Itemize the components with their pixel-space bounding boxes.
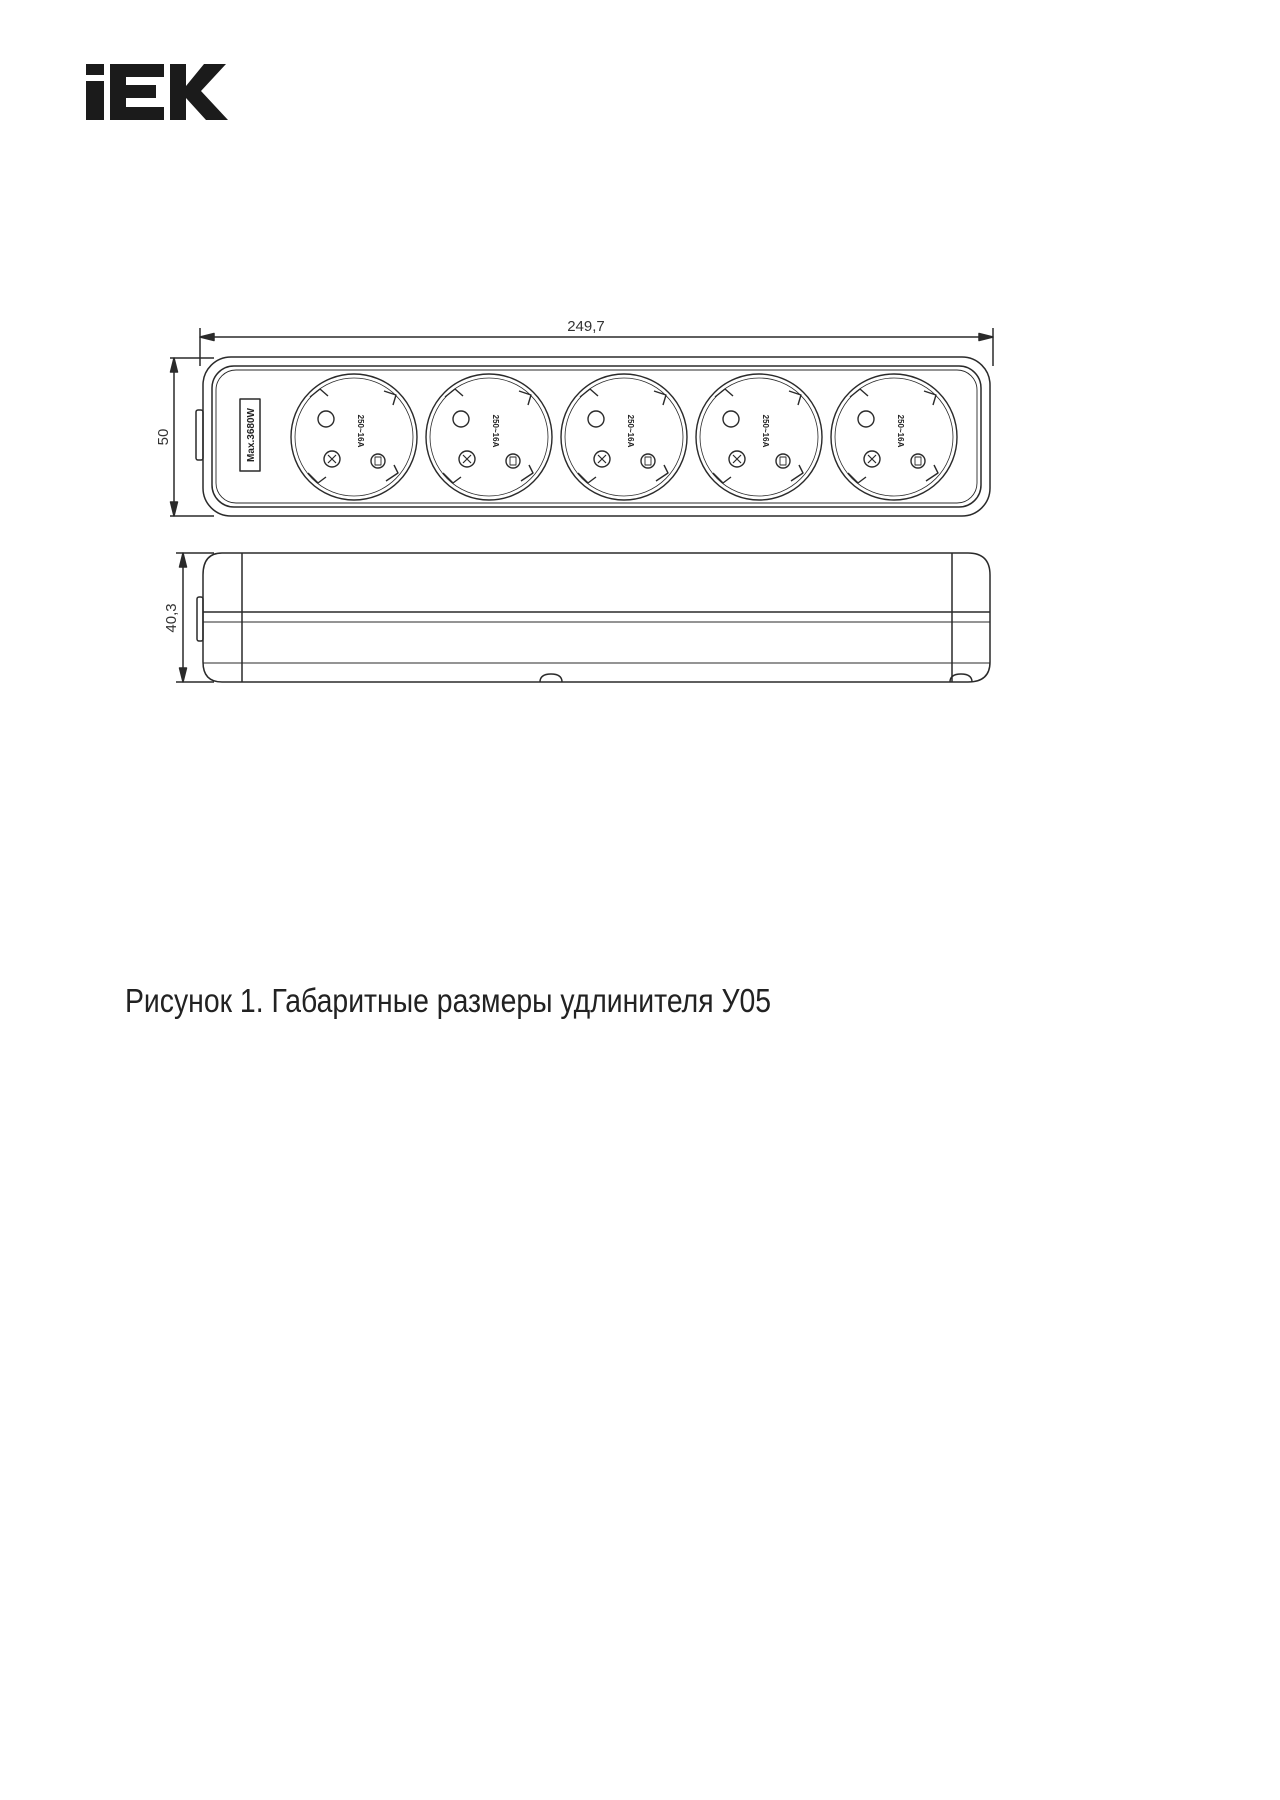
socket-outlet xyxy=(426,374,552,500)
socket-rating-text: 250~16A xyxy=(491,414,500,448)
pin-hole xyxy=(588,411,604,427)
pin-hole xyxy=(723,411,739,427)
socket-outlet xyxy=(831,374,957,500)
socket-outlet xyxy=(291,374,417,500)
height-dimension-line-top xyxy=(170,358,214,516)
figure-caption: Рисунок 1. Габаритные размеры удлинителя У05 xyxy=(125,982,772,1019)
pin-hole xyxy=(453,411,469,427)
socket-rating-text: 250~16A xyxy=(356,414,365,448)
power-label-text: Max.3680W xyxy=(246,408,257,462)
socket-outlet xyxy=(696,374,822,500)
pin-hole xyxy=(858,411,874,427)
socket-rating-text: 250~16A xyxy=(761,414,770,448)
width-dimension-label: 249,7 xyxy=(567,318,605,335)
height-dimension-label-top: 50 xyxy=(155,428,172,446)
height-dimension-label-side: 40,3 xyxy=(163,603,180,633)
extension-side-view xyxy=(197,553,990,682)
socket-rating-text: 250~16A xyxy=(896,414,905,448)
sockets-group xyxy=(291,374,957,500)
pin-hole xyxy=(318,411,334,427)
socket-rating-text: 250~16A xyxy=(626,414,635,448)
socket-outlet xyxy=(561,374,687,500)
